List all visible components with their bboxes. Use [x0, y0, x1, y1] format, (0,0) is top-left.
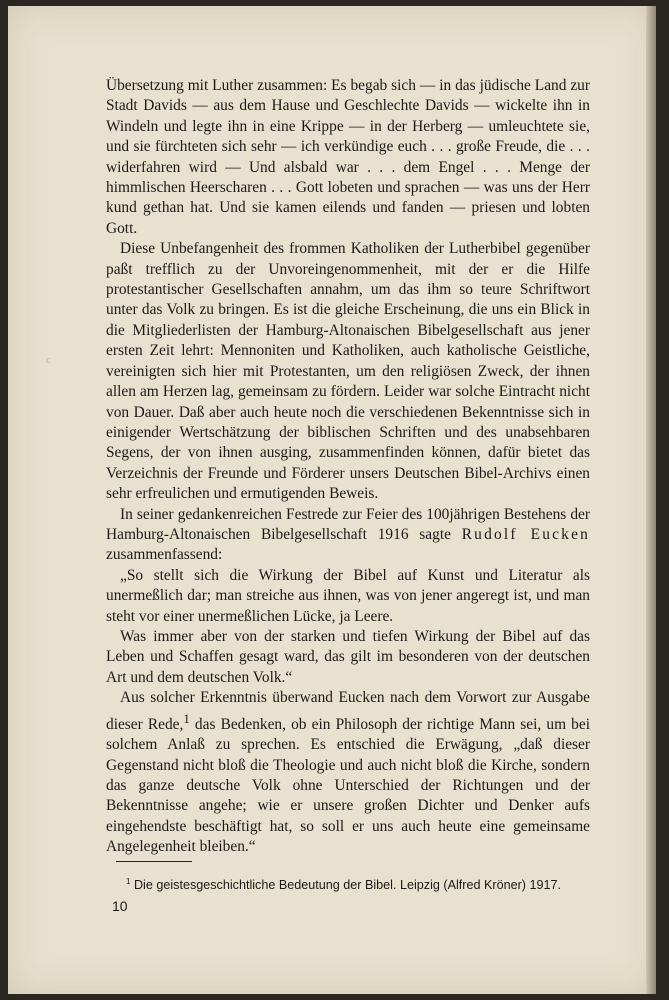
body-text: [106, 76, 590, 858]
footnote-marker: 1: [126, 877, 131, 886]
footnote-reference[interactable]: 1: [183, 711, 190, 726]
paragraph-3-tail: zusammenfassend:: [106, 546, 223, 564]
quote-paragraph-1: „So stellt sich die Wirkung der Bibel auf Kunst und Literatur als unermeßlich dar; man streiche aus ihnen, was von jener angeregt ist, und man steht vor einer unermeßlichen Lücke, ja Leere.: [106, 566, 590, 625]
paragraph-2: Diese Unbefangenheit des frommen Katholiken der Lutherbibel gegenüber paßt trefflich zu der Unvoreingenommenheit, mit der er die Hilfe protestantischer Gesellschaften annahm, um das ihm so teure Schriftwort unter das Volk zu bringen. Es ist die gleiche Erscheinung, die uns ein Blick in die Mitgliederlisten der Hamburg-Altonaischen Bibelgesellschaft aus jener ersten Zeit lehrt: Mennoniten und Katholiken, auch katholische Geistliche, vereinigten sich hier mit Protestanten, um den religiösen Zweck, der ihnen allen am Herzen lag, gemeinsam zu fördern. Leider war solche Eintracht nicht von Dauer. Daß aber auch heute noch die verschiedenen Bekenntnisse sich in einigender Wertschätzung der biblischen Schriften und des unabsehbaren Segens, der von ihnen ausging, zusammenfinden können, dafür bietet das Verzeichnis der Freunde und Förderer unsers Deutschen Bibel-Archivs einen sehr erfreulichen und ermutigenden Beweis.: [106, 240, 590, 503]
paragraph-6-tail: das Bedenken, ob ein Philosoph der richtige Mann sei, um bei solchem Anlaß zu sprechen. Es entschied die Erwägung, „daß dieser Gegenstand nicht bloß die Theologie und auch nicht bloß die Kirche, sondern das ganze deutsche Volk ohne Unterschied der Richtungen und der Bekenntnisse angehe; wie er unsere großen Dichter und Denker aufs eingehendste beschäftigt hat, so soll er uns auch heute eine gemeinsame Angelegenheit bleiben.“: [106, 715, 590, 856]
page-number: 10: [112, 898, 128, 914]
margin-mark: c: [46, 354, 51, 366]
quote-paragraph-2: Was immer aber von der starken und tiefen Wirkung der Bibel auf das Leben und Schaffen gesagt ward, das gilt im besonderen von der deutschen Art und dem deutschen Volk.“: [106, 627, 590, 686]
paragraph-3-text: In seiner gedankenreichen Festrede zur Feier des 100jährigen Bestehens der Hamburg-Altonaischen Bibelgesellschaft 1916 sagte: [106, 505, 590, 543]
paragraph-6-text: Aus solcher Erkenntnis überwand Eucken nach dem Vorwort zur Ausgabe dieser Rede,: [106, 689, 590, 733]
paragraph-1: Übersetzung mit Luther zusammen: Es begab sich — in das jüdische Land zur Stadt Davids — aus dem Hause und Geschlechte Davids — wickelte ihn in Windeln und legte ihn in eine Krippe — in der Herberg — umleuchtete sie, und sie fürchteten sich sehr — ich verkündige euch . . . große Freude, die . . . widerfahren wird — Und alsbald war . . . dem Engel . . . Menge der himmlischen Heerscharen . . . Gott lobeten und sprachen — was uns der Herr kund gethan hat. Und sie kamen eilends und fanden — priesen und lobten Gott.: [106, 77, 590, 237]
paragraph-3: [106, 505, 590, 566]
spaced-name-eucken: Rudolf Eucken: [461, 525, 591, 543]
paragraph-6: [106, 688, 590, 857]
footnote: [126, 874, 596, 893]
page-spine-edge: [646, 6, 656, 994]
footnote-rule: [116, 861, 192, 862]
book-page: [8, 6, 656, 994]
footnote-text: Die geistesgeschichtliche Bedeutung der Bibel. Leipzig (Alfred Kröner) 1917.: [130, 878, 561, 893]
